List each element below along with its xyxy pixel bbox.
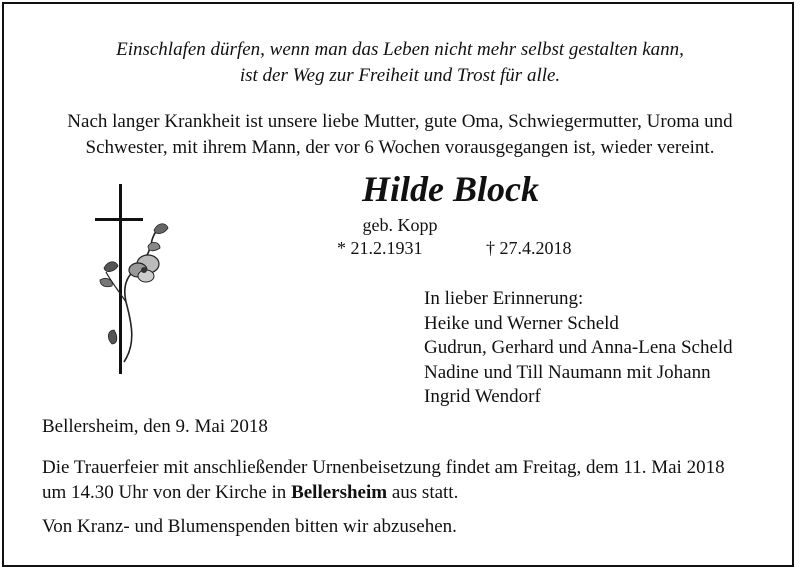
intro-line-2: Schwester, mit ihrem Mann, der vor 6 Wochen vorausgegangen ist, wieder vereint. [85, 137, 715, 158]
funeral-place: Bellersheim [291, 482, 388, 503]
birth-date: * 21.2.1931 [337, 238, 423, 258]
mourner-line: Nadine und Till Naumann mit Johann [424, 361, 711, 383]
mourner-line: Ingrid Wendorf [424, 386, 541, 407]
intro-line-1: Nach langer Krankheit ist unsere liebe Mutter, gute Oma, Schwiegermutter, Uroma und [67, 111, 733, 132]
mourner-line: Gudrun, Gerhard und Anna-Lena Scheld [424, 337, 733, 358]
quote-line-2: ist der Weg zur Freiheit und Trost für alle. [239, 65, 561, 86]
mourner-line: Heike und Werner Scheld [424, 312, 619, 334]
closing-note: Von Kranz- und Blumenspenden bitten wir abzusehen. [42, 516, 457, 537]
place-date: Bellersheim, den 9. Mai 2018 [42, 416, 268, 437]
mourners-heading: In lieber Erinnerung: [424, 288, 584, 309]
funeral-time-text: um 14.30 Uhr von der Kirche in [42, 482, 292, 503]
birth-name: geb. Kopp [362, 215, 438, 235]
funeral-suffix-text: aus statt. [387, 482, 459, 503]
funeral-line-1: Die Trauerfeier mit anschließender Urnenbeisetzung findet am Freitag, dem 11. Mai 2018 [42, 457, 725, 478]
funeral-line-2 [42, 480, 458, 505]
deceased-name: Hilde Block [362, 169, 539, 209]
quote-line-1: Einschlafen dürfen, wenn man das Leben nicht mehr selbst gestalten kann, [116, 39, 684, 60]
death-date: † 27.4.2018 [486, 238, 572, 258]
